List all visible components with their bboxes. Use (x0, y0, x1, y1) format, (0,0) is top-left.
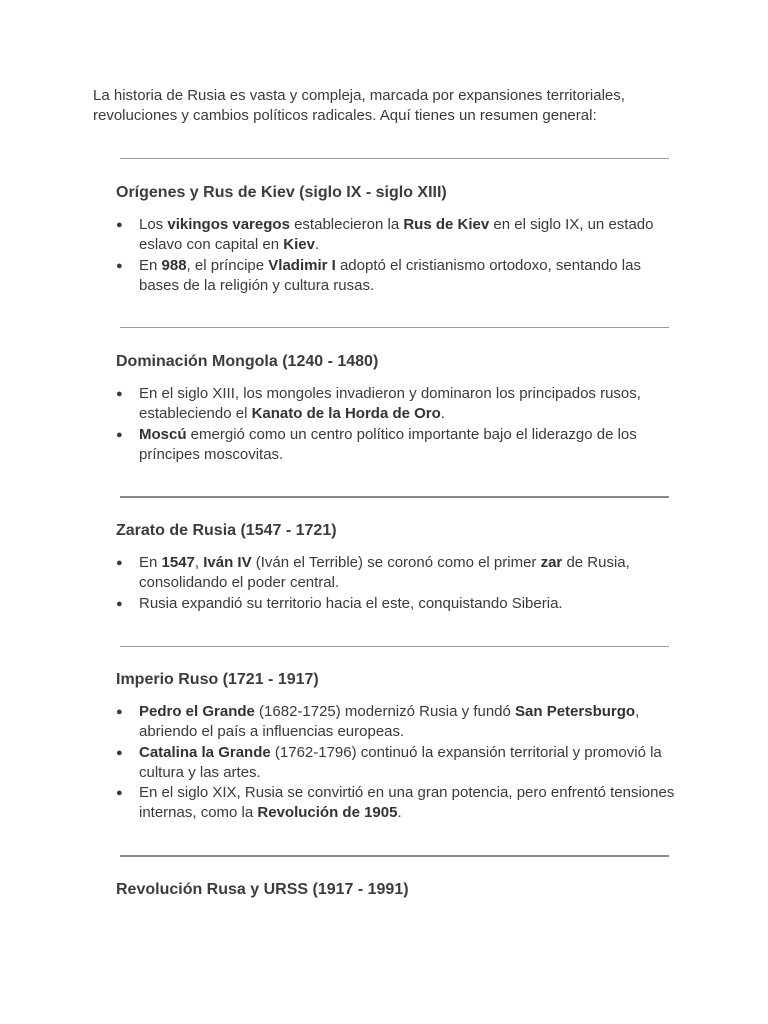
bold-term: 988 (161, 256, 187, 274)
section-zarato (116, 521, 676, 614)
section-origenes (116, 183, 676, 296)
bold-term: Moscú (139, 425, 187, 443)
section-revolucion-urss (116, 880, 676, 900)
list-item: ● Los vikingos varegos establecieron la Rus de Kiev en el siglo IX, un estado eslavo con capital en Kiev. (116, 215, 676, 256)
bold-term: Pedro el Grande (139, 703, 255, 720)
bold-term: Iván IV (203, 554, 252, 571)
bold-term: Kiev (283, 236, 315, 254)
section-heading: Imperio Ruso (1721 - 1917) (116, 671, 319, 688)
bold-term: zar (540, 554, 563, 571)
list-item: ● Moscú emergió como un centro político importante bajo el liderazgo de los príncipes moscovitas. (116, 425, 676, 466)
section-heading: Zarato de Rusia (1547 - 1721) (116, 522, 337, 539)
intro-paragraph: La historia de Rusia es vasta y compleja, marcada por expansiones territoriales, revoluciones y cambios políticos radicales. Aquí tienes un resumen general: (93, 87, 625, 124)
list-item: ● Catalina la Grande (1762-1796) continuó la expansión territorial y promovió la cultura y las artes. (116, 743, 676, 784)
section-imperio-ruso (116, 670, 676, 824)
bullet-list (116, 702, 676, 824)
bullet-list (116, 215, 676, 296)
section-divider (120, 855, 669, 857)
bullet-list (116, 553, 676, 614)
bold-term: 1547 (161, 554, 195, 571)
section-heading: Dominación Mongola (1240 - 1480) (116, 353, 379, 370)
bold-term: vikingos varegos (167, 216, 290, 233)
section-divider (120, 646, 669, 647)
list-item: ● Pedro el Grande (1682-1725) modernizó Rusia y fundó San Petersburgo, abriendo el país a influencias europeas. (116, 702, 676, 743)
list-item: ● Rusia expandió su territorio hacia el este, conquistando Siberia. (116, 594, 676, 614)
section-heading: Revolución Rusa y URSS (1917 - 1991) (116, 881, 409, 898)
bold-term: San Petersburgo (515, 703, 636, 720)
list-item: ● En el siglo XIII, los mongoles invadieron y dominaron los principados rusos, estableciendo el Kanato de la Horda de Oro. (116, 384, 676, 425)
section-dominacion-mongola (116, 352, 676, 465)
list-item: ● En 988, el príncipe Vladimir I adoptó el cristianismo ortodoxo, sentando las bases de la religión y cultura rusas. (116, 256, 676, 297)
section-divider (120, 158, 669, 159)
bold-term: Catalina la Grande (139, 743, 271, 761)
section-heading: Orígenes y Rus de Kiev (siglo IX - siglo XIII) (116, 184, 447, 201)
bold-term: Revolución de 1905 (257, 804, 398, 822)
bold-term: Kanato de la Horda de Oro (251, 405, 441, 423)
bold-term: Vladimir I (268, 256, 336, 274)
section-divider (120, 496, 669, 498)
list-item: ● En el siglo XIX, Rusia se convirtió en una gran potencia, pero enfrentó tensiones internas, como la Revolución de 1905. (116, 783, 676, 824)
bold-term: Rus de Kiev (403, 216, 490, 233)
section-divider (120, 327, 669, 328)
list-item: ● En 1547, Iván IV (Iván el Terrible) se coronó como el primer zar de Rusia, consolidando el poder central. (116, 553, 676, 594)
bullet-list (116, 384, 676, 465)
